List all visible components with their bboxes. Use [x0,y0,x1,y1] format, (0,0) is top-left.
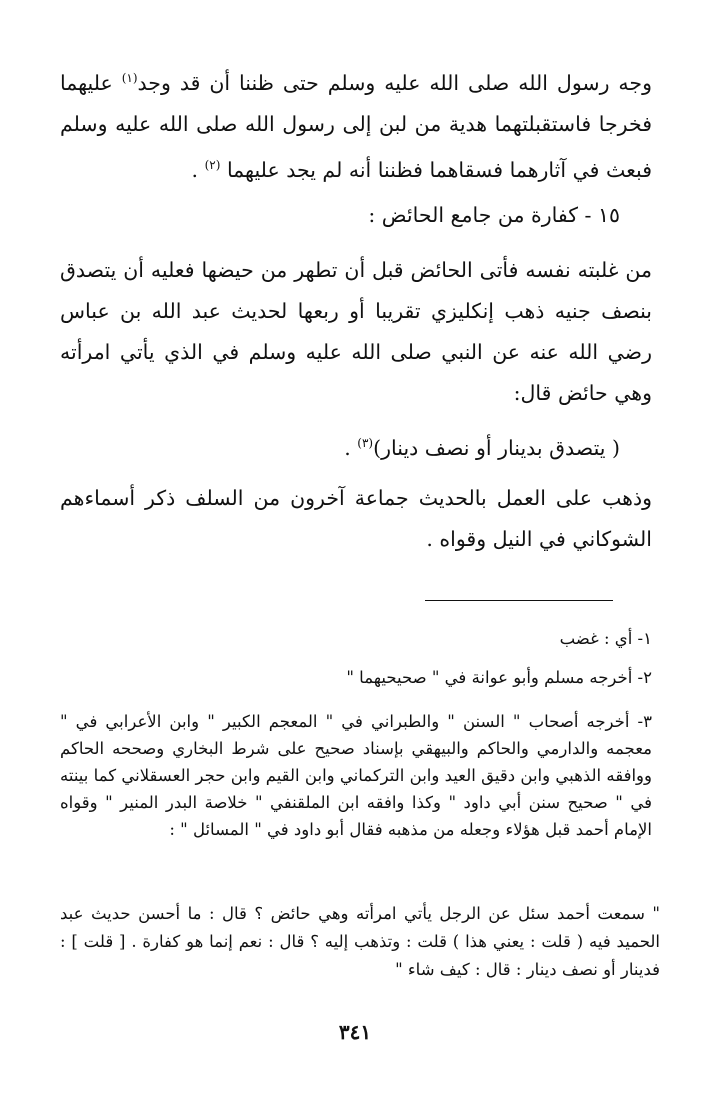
paragraph-text: وجه رسول الله صلى الله عليه وسلم حتى ظننا أن قد وجد [137,70,652,95]
paragraph-ruling: من غلبته نفسه فأتى الحائض قبل أن تطهر من حيضها فعليه أن يتصدق بنصف جنيه ذهب إنكليزي تقريبا أو ربعها لحديث عبد الله بن عباس رضي الله عنه عن النبي صلى الله عليه وسلم في الذي يأتي امرأته وهي حائض قال: [60,258,652,405]
footnote-ref-2[interactable]: (٢) [204,157,221,172]
paragraph-continuation [60,58,652,191]
hadith-text: ( يتصدق بدينار أو نصف دينار) [373,435,620,460]
footnote-3: ٣- أخرجه أصحاب " السنن " والطبراني في " المعجم الكبير " وابن الأعرابي في " معجمه والدارمي والحاكم والبيهقي بإسناد صحيح على شرط البخاري وصححه الحاكم ووافقه الذهبي وابن دقيق العيد وابن التركماني وابن القيم وابن حجر العسقلاني كما بينته في " صحيح سنن أبي داود " وكذا وافقه ابن الملقنفي " خلاصة البدر المنير " وقواه الإمام أحمد قبل هؤلاء وجعله من مذهبه فقال أبو داود في " المسائل " : [60,712,652,839]
section-heading: ١٥ - كفارة من جامع الحائض : [368,203,620,227]
footnote-1: ١- أي : غضب [559,629,652,648]
page-number: ٣٤١ [338,1020,372,1044]
hadith-quote [60,428,620,463]
hadith-end: . [344,435,351,460]
footnote-ref-3[interactable]: (٣) [357,436,374,450]
paragraph-end: . [191,157,199,182]
footnote-divider [425,600,613,601]
paragraph-text: عليهما فخرجا فاستقبلتهما هدية من لبن إلى رسول الله صلى الله عليه وسلم فبعث في آثارهما فسقاهما فظننا أنه لم يجد عليهما [60,70,652,182]
footnote-3-quote: " سمعت أحمد سئل عن الرجل يأتي امرأته وهي حائض ؟ قال : ما أحسن حديث عبد الحميد فيه ( قلت : يعني هذا ) قلت : وتذهب إليه ؟ قال : نعم إنما هو كفارة . [ قلت ] : فدينار أو نصف دينار : قال : كيف شاء " [60,904,660,979]
footnote-2: ٢- أخرجه مسلم وأبو عوانة في " صحيحيهما " [346,668,652,687]
paragraph-scholars: وذهب على العمل بالحديث جماعة آخرون من السلف ذكر أسماءهم الشوكاني في النيل وقواه . [60,486,652,551]
footnote-ref-1[interactable]: (١) [121,71,138,85]
